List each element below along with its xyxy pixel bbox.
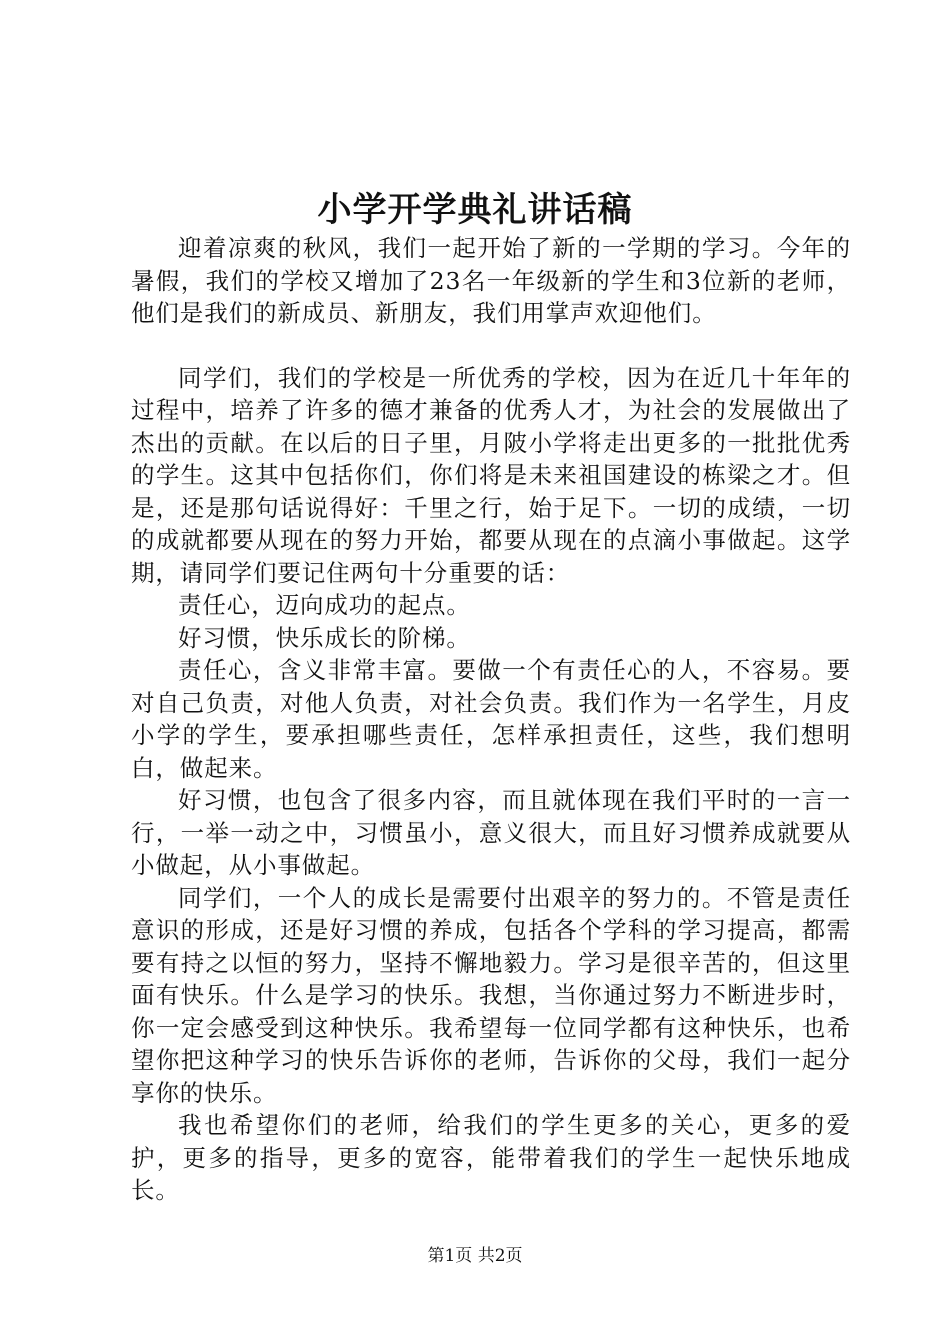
motto-responsibility: 责任心，迈向成功的起点。 [178,591,471,619]
paragraph-teachers: 我也希望你们的老师，给我们的学生更多的关心，更多的爱护，更多的指导，更多的宽容，能带着我们的学生一起快乐地成长。 [131,1111,851,1204]
paragraph-school-intro: 同学们，我们的学校是一所优秀的学校，因为在近几十年年的过程中，培养了许多的德才兼备的优秀人才，为社会的发展做出了杰出的贡献。在以后的日子里，月陂小学将走出更多的一批批优秀的学生。这其中包括你们，你们将是未来祖国建设的栋梁之才。但是，还是那句话说得好：千里之行，始于足下。一切的成绩，一切的成就都要从现在的努力开始，都要从现在的点滴小事做起。这学期，请同学们要记住两句十分重要的话： [131,363,851,587]
paragraph-habits: 好习惯，也包含了很多内容，而且就体现在我们平时的一言一行，一举一动之中，习惯虽小，意义很大，而且好习惯养成就要从小做起，从小事做起。 [131,786,851,879]
document-title: 小学开学典礼讲话稿 [317,190,633,230]
motto-good-habits: 好习惯，快乐成长的阶梯。 [178,623,471,652]
page-number-footer: 第1页 共2页 [427,1246,523,1266]
document-body [131,232,851,1207]
paragraph-spacer [131,330,851,362]
paragraph-responsibility: 责任心，含义非常丰富。要做一个有责任心的人，不容易。要对自己负责，对他人负责，对社会负责。我们作为一名学生，月皮小学的学生，要承担哪些责任，怎样承担责任，这些，我们想明白，做起来。 [131,656,851,782]
paragraph-welcome: 迎着凉爽的秋风，我们一起开始了新的一学期的学习。今年的暑假，我们的学校又增加了23名一年级新的学生和3位新的老师，他们是我们的新成员、新朋友，我们用掌声欢迎他们。 [131,234,851,327]
paragraph-effort: 同学们，一个人的成长是需要付出艰辛的努力的。不管是责任意识的形成，还是好习惯的养成，包括各个学科的学习提高，都需要有持之以恒的努力，坚持不懈地毅力。学习是很辛苦的，但这里面有快乐。什么是学习的快乐。我想，当你通过努力不断进步时，你一定会感受到这种快乐。我希望每一位同学都有这种快乐，也希望你把这种学习的快乐告诉你的老师，告诉你的父母，我们一起分享你的快乐。 [131,883,851,1107]
